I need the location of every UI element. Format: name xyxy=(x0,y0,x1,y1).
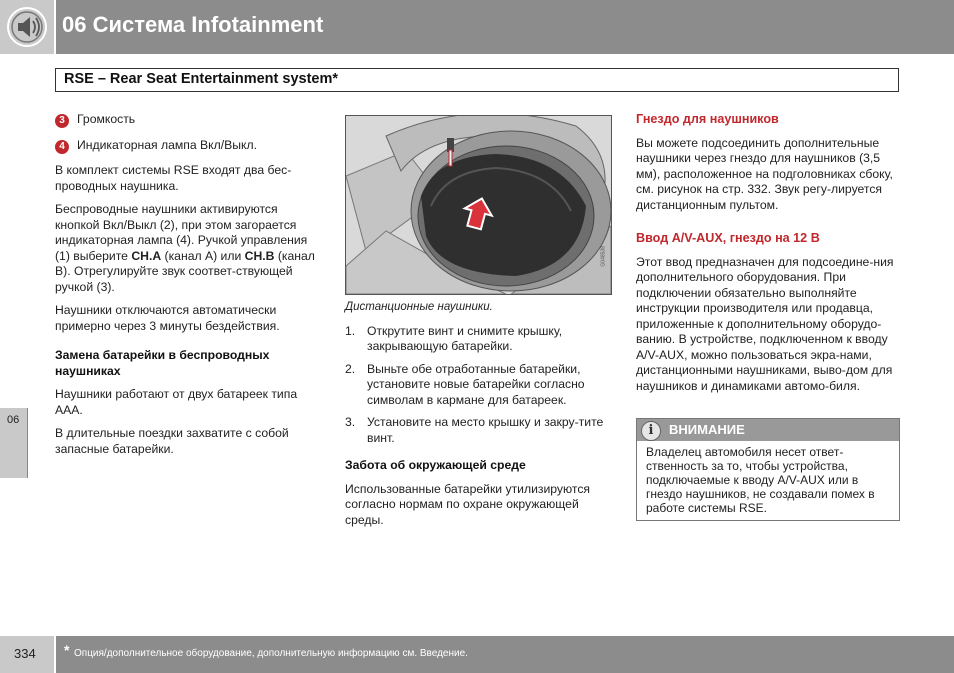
paragraph-activation: Беспроводные наушники активируются кнопкой Вкл/Выкл (2), при этом загорается индикаторная лампа (4). Ручкой управления (1) выберите CH.A (канал A) или CH.B (канал B). Отрегулируйте звук соответ-ствующей ручкой (3). xyxy=(55,202,315,294)
list-item xyxy=(55,138,319,154)
callout-number: 4 xyxy=(55,140,69,154)
battery-steps xyxy=(345,324,610,447)
column-right xyxy=(636,112,900,402)
side-tab-label: 06 xyxy=(7,414,20,426)
headphone-illustration xyxy=(346,116,611,294)
chapter-side-tab xyxy=(0,408,27,478)
list-item: 3. Установите на место крышку и закру-тите винт. xyxy=(345,415,604,445)
column-left xyxy=(55,112,319,465)
section-header xyxy=(55,68,899,92)
footnote-text: Опция/дополнительное оборудование, дополнительную информацию см. Введение. xyxy=(74,648,468,659)
column-middle xyxy=(345,300,610,536)
warning-label: ВНИМАНИЕ xyxy=(669,422,745,437)
paragraph-environment: Использованные батарейки утилизируются согласно нормам по охране окружающей среды. xyxy=(345,481,591,527)
paragraph-battery-type: Наушники работают от двух батареек типа AAA. xyxy=(55,387,298,417)
paragraph-headphone-jack: Вы можете подсоединить дополнительные наушники через гнездо для наушников (3,5 мм), расположенное на подголовниках сбоку, см. рисунок на стр. 332. Звук регу-лируется дистанционным пультом. xyxy=(636,135,893,212)
section-title: RSE – Rear Seat Entertainment system* xyxy=(64,71,338,87)
list-item: 1. Открутите винт и снимите крышку, закрывающую батарейки. xyxy=(345,323,563,353)
paragraph-auto-off: Наушники отключаются автоматически примерно через 3 минуты бездействия. xyxy=(55,303,280,333)
info-icon: i xyxy=(641,421,661,441)
list-item xyxy=(55,112,319,128)
footnote-star: * xyxy=(64,642,70,658)
speaker-icon xyxy=(0,0,54,54)
headphone-jack-heading: Гнездо для наушников xyxy=(636,112,779,126)
warning-text: Владелец автомобиля несет ответ-ственность за то, чтобы устройства, подключаемые к вводу A/V-AUX или в гнездо наушников, не создавали помех в работе системы RSE. xyxy=(646,445,875,515)
callout-number: 3 xyxy=(55,114,69,128)
warning-header xyxy=(637,419,899,441)
chapter-title: 06 Система Infotainment xyxy=(62,12,324,37)
paragraph-spare-batteries: В длительные поездки захватите с собой запасные батарейки. xyxy=(55,426,289,456)
header-icon-box xyxy=(0,0,54,54)
headphone-figure xyxy=(345,115,612,295)
list-item: 2. Выньте обе отработанные батарейки, установите новые батарейки согласно символам в кармане для батареек. xyxy=(345,361,585,407)
figure-caption: Дистанционные наушники. xyxy=(345,301,493,313)
battery-heading: Замена батарейки в беспроводных наушниках xyxy=(55,348,270,378)
environment-heading: Забота об окружающей среде xyxy=(345,458,526,472)
figure-code: G048538 xyxy=(601,246,607,267)
page-number: 334 xyxy=(14,646,36,661)
footer-bar xyxy=(56,636,954,673)
aux-heading: Ввод A/V-AUX, гнездо на 12 В xyxy=(636,231,820,245)
side-tab-divider xyxy=(27,408,28,478)
page-number-box xyxy=(0,636,54,673)
warning-box xyxy=(636,418,900,521)
list-item-text: Громкость xyxy=(77,112,136,126)
paragraph-aux: Этот ввод предназначен для подсоедине-ния дополнительного оборудования. При подключении обязательно выполняйте инструкции производителя или продавца, приложенные к дополнительному оборудо-ванию. В устройстве, подключенном к вводу A/V-AUX, можно пользоваться экра-нами, дистанционными наушниками, выво-дом для наушников и динамиками автомо-биля. xyxy=(636,254,894,393)
paragraph-kit: В комплект системы RSE входят два бес-проводных наушника. xyxy=(55,163,292,193)
list-item-text: Индикаторная лампа Вкл/Выкл. xyxy=(77,137,257,152)
